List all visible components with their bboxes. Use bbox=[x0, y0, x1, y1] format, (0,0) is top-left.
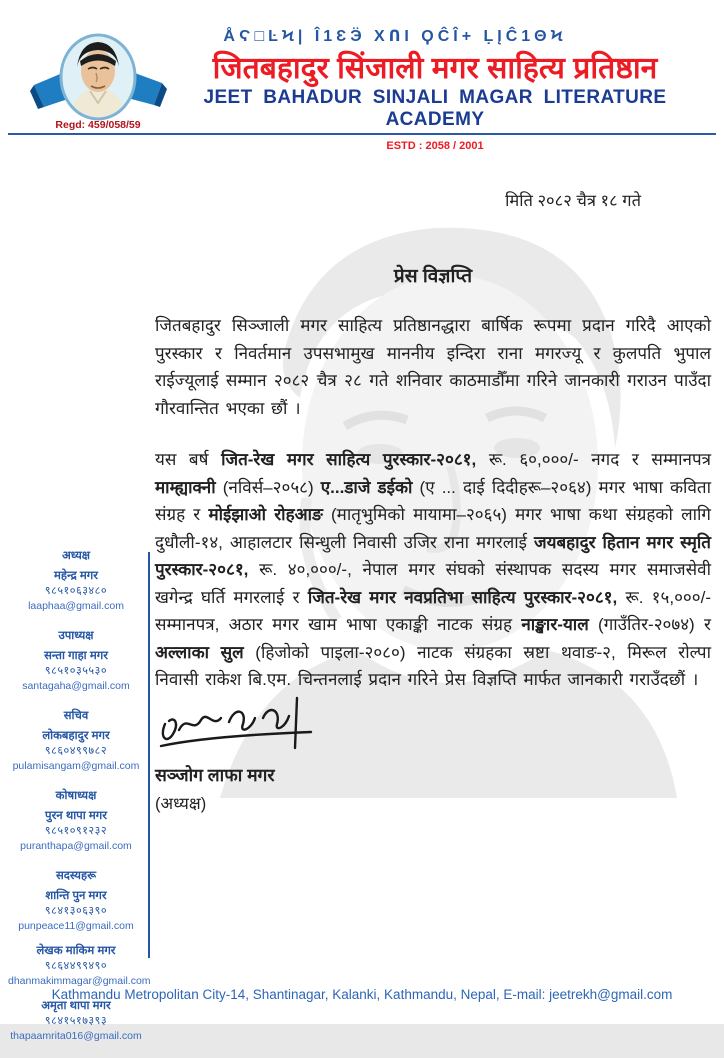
award-title: मोईझाओ रोहआङ bbox=[208, 505, 323, 524]
person-phone: ९८५१०९१२३२ bbox=[44, 825, 108, 837]
person-email: puranthapa@gmail.com bbox=[20, 840, 132, 852]
person-name: लोकबहादुर मगर bbox=[42, 730, 110, 742]
signature-scribble bbox=[155, 692, 320, 754]
sidebar-role-heading: सदस्यहरू bbox=[55, 870, 97, 882]
sidebar-group bbox=[8, 628, 144, 693]
award-title: जित-रेख मगर नवप्रतिभा साहित्य पुरस्कार-२०८१, bbox=[307, 587, 618, 607]
award-title: नाङ्खार-याल bbox=[521, 615, 589, 634]
sidebar-person bbox=[8, 809, 144, 853]
person-email: dhanmakimmagar@gmail.com bbox=[8, 975, 151, 987]
committee-sidebar bbox=[8, 548, 151, 1058]
person-email: santagaha@gmail.com bbox=[22, 680, 130, 692]
sidebar-role-heading: उपाध्यक्ष bbox=[58, 630, 94, 642]
letter-main-column bbox=[155, 262, 711, 694]
estd-line: ESTD : 2058 / 2001 bbox=[386, 140, 484, 152]
person-name: महेन्द्र मगर bbox=[54, 570, 98, 582]
sidebar-person bbox=[8, 729, 144, 773]
person-phone: ९८५१०३५५३० bbox=[44, 665, 108, 677]
letter-date: मिति २०८२ चैत्र १८ गते bbox=[505, 192, 641, 210]
person-phone: ९८६४४९९४९० bbox=[44, 960, 108, 972]
logo-portrait-emblem bbox=[28, 33, 168, 123]
person-email: pulamisangam@gmail.com bbox=[12, 760, 140, 772]
academy-name-english: JEET BAHADUR SINJALI MAGAR LITERATURE ACADEMY bbox=[203, 87, 667, 130]
registration-number: Regd: 459/058/59 bbox=[55, 119, 141, 131]
academy-logo bbox=[28, 33, 168, 121]
award-title: जित-रेख मगर साहित्य पुरस्कार-२०८१, bbox=[221, 450, 477, 469]
award-title: अल्लाका सुल bbox=[155, 642, 244, 662]
award-title: जयबहादुर हितान मगर स्मृति पुरस्कार-२०८१, bbox=[155, 532, 711, 579]
paragraph-2: यस बर्ष जित-रेख मगर साहित्य पुरस्कार-२०८१, रू. ६०,०००/- नगद र सम्मानपत्र माम्ह्याक्नी (नविर्स–२०५८) ए...डाजे डईको (ए ... दाई दिदीहरू–२०६४) मगर भाषा कविता संग्रह र मोईझाओ रोहआङ (मातृभुमिको मायामा–२०६५) मगर भाषा कथा संग्रहको लागि दुधौली-१४, आहालटार सिन्धुली निवासी उजिर राना मगरलाई जयबहादुर हितान मगर स्मृति पुरस्कार-२०८१, रू. ४०,०००/-, नेपाल मगर संघको संस्थापक सदस्य मगर समाजसेवी खगेन्द्र घर्ति मगरलाई र जित-रेख मगर नवप्रतिभा साहित्य पुरस्कार-२०८१, रू. १५,०००/- सम्मानपत्र, अठार मगर खाम भाषा एकाङ्की नाटक संग्रह नाङ्खार-याल (गाउँतिर-२०७४) र अल्लाका सुल (हिजोको पाइला-२०८०) नाटक संग्रहका स्रष्टा थवाङ-२, मिरूल रोल्पा निवासी राकेश बि.एम. चिन्तनलाई प्रदान गरिने प्रेस विज्ञप्ति मार्फत जानकारी गराउँदछौं । bbox=[155, 450, 711, 689]
signature-block bbox=[155, 692, 435, 814]
person-phone: ९८४१५१७३९३ bbox=[44, 1015, 108, 1027]
sidebar-person bbox=[8, 569, 144, 613]
sidebar-group bbox=[8, 868, 151, 1043]
person-email: laaphaa@gmail.com bbox=[28, 600, 124, 612]
sidebar-person bbox=[8, 649, 144, 693]
sidebar-divider-line bbox=[148, 552, 150, 958]
signatory-name: सञ्जोग लाफा मगर bbox=[155, 765, 275, 785]
award-title: ए...डाजे डईको bbox=[320, 477, 413, 497]
sidebar-person bbox=[8, 999, 144, 1043]
person-phone: ९८५१०६३४८० bbox=[44, 585, 108, 597]
person-name: शान्ति पुन मगर bbox=[45, 890, 107, 902]
sidebar-role-heading: अध्यक्ष bbox=[61, 550, 91, 562]
press-release-title: प्रेस विज्ञप्ति bbox=[393, 266, 473, 287]
person-phone: ९८४१३०६३९० bbox=[44, 905, 108, 917]
header-divider-rule bbox=[8, 133, 716, 135]
sidebar-group bbox=[8, 548, 144, 613]
letterhead bbox=[0, 0, 724, 152]
sidebar-person bbox=[8, 889, 144, 933]
sidebar-role-heading: कोषाध्यक्ष bbox=[55, 790, 97, 802]
person-phone: ९८६०४९९७८२ bbox=[44, 745, 108, 757]
sidebar-person bbox=[8, 944, 151, 988]
sidebar-role-heading: सचिव bbox=[63, 710, 89, 722]
signatory-role: (अध्यक्ष) bbox=[155, 795, 207, 813]
academy-name-nepali: जितबहादुर सिंजाली मगर साहित्य प्रतिष्ठान bbox=[212, 52, 658, 85]
person-email: punpeace11@gmail.com bbox=[18, 920, 134, 932]
sidebar-group bbox=[8, 708, 144, 773]
award-title: माम्ह्याक्नी bbox=[155, 477, 216, 497]
akkha-script-line: ÅϚ□ĿϞ| Î1ƐӬ ΧՈΙ ϘĈÎ+ ḶĮĈ1ΘϞ bbox=[223, 28, 567, 45]
person-name: सन्ता गाहा मगर bbox=[44, 650, 108, 662]
sidebar-group bbox=[8, 788, 144, 853]
person-name: अमृता थापा मगर bbox=[41, 1000, 111, 1012]
footer-address: Kathmandu Metropolitan City-14, Shantinagar, Kalanki, Kathmandu, Nepal, E-mail: jeetrekh@gmail.com bbox=[51, 987, 673, 1002]
person-name: पुरन थापा मगर bbox=[45, 810, 107, 822]
paragraph-1: जितबहादुर सिञ्जाली मगर साहित्य प्रतिष्ठानद्धारा बार्षिक रूपमा प्रदान गरिदै आएको पुरस्कार र निवर्तमान उपसभामुख माननीय इन्दिरा राना मगरज्यू र कुलपति भुपाल राईज्यूलाई सम्मान २०८२ चैत्र २८ गते शनिवार काठमाडौँमा गरिने जानकारी गराउन पाउँदा गौरवान्तित भएका छौं । bbox=[155, 316, 711, 418]
person-name: लेखक माकिम मगर bbox=[36, 945, 116, 957]
person-email: thapaamrita016@gmail.com bbox=[10, 1030, 142, 1042]
